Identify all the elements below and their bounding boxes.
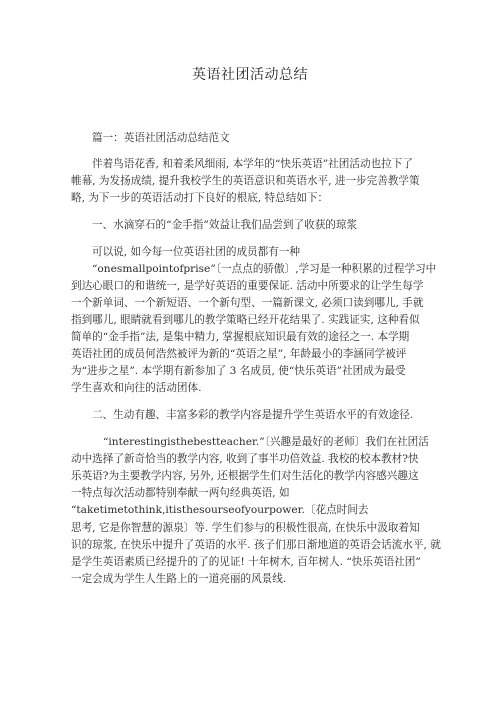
text-line: 学生喜欢和向往的活动团体. [71, 382, 202, 394]
text-line: 是学生英语素质已经提升的了的见证! 十年树木, 百年树人. “快乐英语社团” [71, 556, 421, 568]
text-line: 思考, 它是你智慧的源泉〕等. 学生们参与的积极性很高, 在快乐中汲取着知 [71, 522, 420, 534]
text-line: 一个新单词、一个新短语、一个新句型、一篇新课文, 必须口读到哪儿, 手就 [71, 297, 424, 309]
text-line: 乐英语?为主要教学内容, 另外, 还根据学生们对生活化的教学内容感兴趣这 [71, 470, 419, 482]
text-line: 为“进步之星”. 本学期有新参加了 3 名成员, 使“快乐英语”社团成为最受 [71, 365, 406, 377]
text-line: 识的琼浆, 在快乐中提升了英语的水平. 孩子们那日渐地道的英语会话流水平, 就 [71, 539, 441, 551]
text-line: 略, 为下一步的英语活动打下良好的根底, 特总结如下： [71, 192, 329, 204]
text-line: 到达心眼口的和谐统一, 是学好英语的重要保证. 活动中所要求的让学生每学 [71, 280, 424, 292]
text-line: 伴着鸟语花香, 和着柔风细雨, 本学年的“快乐英语”社团活动也拉下了 [92, 158, 413, 170]
text-line: 英语社团的成员何浩然被评为新的“英语之星”, 年龄最小的李涵同学被评 [71, 348, 407, 360]
text-line: 可以说, 如今每一位英语社团的成员都有一种 [92, 246, 301, 258]
text-line: “interestingisthebestteacher.”〔兴趣是最好的老师〕我们在社团活 [103, 436, 429, 448]
text-line: “onesmallpointofprise”〔一点点的骄傲〕,学习是一种积累的过程学习中 [92, 263, 437, 275]
text-line: 动中选择了新奇恰当的教学内容, 收到了事半功倍效益. 我校的校本教材?快 [71, 453, 419, 465]
text-line: 篇一：英语社团活动总结范文 [92, 132, 230, 144]
text-line: 一特点每次活动都特别奉献一两句经典英语, 如 [71, 487, 290, 499]
text-line: 指到哪儿, 眼睛就看到哪儿的教学策略已经开花结果了. 实践证实, 这种看似 [71, 314, 420, 326]
page-title: 英语社团活动总结 [192, 67, 308, 83]
text-line: 二、生动有趣、丰富多彩的教学内容是提升学生英语水平的有效途径. [92, 409, 414, 421]
text-line: 帷幕, 为发扬成绩, 提升我校学生的英语意识和英语水平, 进一步完善教学策 [71, 175, 420, 187]
text-line: “taketimetothink,itisthesourseofyourpower.〔花点时间去 [71, 504, 369, 516]
text-line: 简单的“金手指”法, 是集中精力, 掌握根底知识最有效的途径之一. 本学期 [71, 331, 410, 343]
text-line: 一定会成为学生人生路上的一道亮丽的风景线. [71, 573, 287, 585]
text-line: 一、水滴穿石的“金手指”效益让我们品尝到了收获的琼浆 [92, 219, 358, 231]
